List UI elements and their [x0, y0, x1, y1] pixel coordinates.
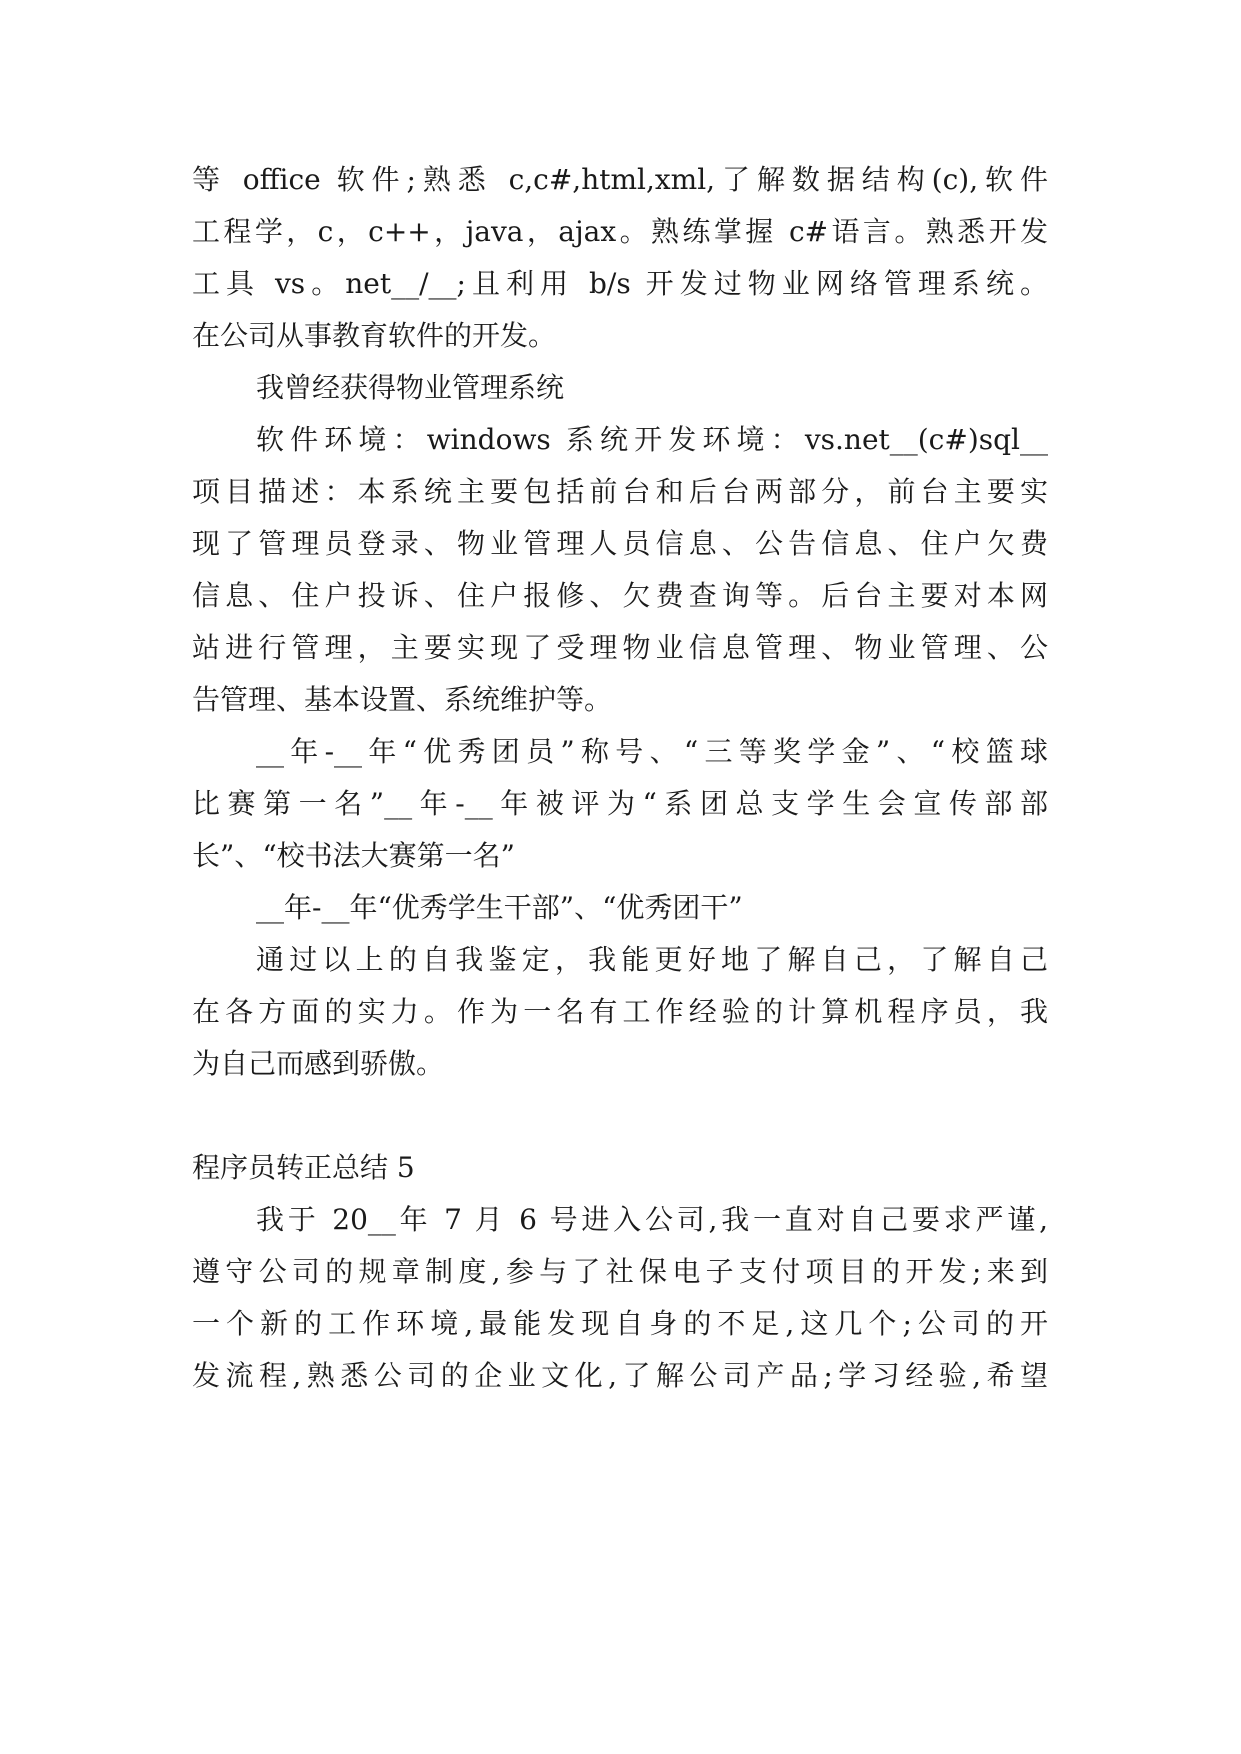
paragraph-5-line-1: __年-__年“优秀学生干部”、“优秀团干” — [256, 891, 743, 924]
paragraph-1-line-2: 工程学，c，c++，java，ajax。熟练掌握 c#语言。熟悉开发 — [192, 215, 1048, 248]
paragraph-1-line-3: 工具 vs。net__/__;且利用 b/s 开发过物业网络管理系统。 — [192, 267, 1048, 300]
paragraph-1-line-4: 在公司从事教育软件的开发。 — [192, 319, 557, 352]
paragraph-4-line-3: 长”、“校书法大赛第一名” — [192, 839, 515, 872]
paragraph-2-line-1: 我曾经获得物业管理系统 — [256, 371, 565, 404]
paragraph-3-line-4: 信息、住户投诉、住户报修、欠费查询等。后台主要对本网 — [192, 579, 1048, 612]
section-paragraph-line-3: 一个新的工作环境,最能发现自身的不足,这几个;公司的开 — [192, 1307, 1048, 1340]
section-title: 程序员转正总结 5 — [192, 1151, 415, 1184]
paragraph-1-line-1: 等 office 软件;熟悉 c,c#,html,xml,了解数据结构(c),软件 — [192, 163, 1048, 196]
paragraph-6-line-3: 为自己而感到骄傲。 — [192, 1047, 445, 1080]
paragraph-3-line-2: 项目描述：本系统主要包括前台和后台两部分，前台主要实 — [192, 475, 1048, 508]
section-paragraph-line-1: 我于 20__年 7 月 6 号进入公司,我一直对自己要求严谨, — [256, 1203, 1048, 1236]
section-paragraph-line-2: 遵守公司的规章制度,参与了社保电子支付项目的开发;来到 — [192, 1255, 1048, 1288]
paragraph-4-line-1: __年-__年“优秀团员”称号、“三等奖学金”、“校篮球 — [256, 735, 1048, 768]
paragraph-6-line-2: 在各方面的实力。作为一名有工作经验的计算机程序员，我 — [192, 995, 1048, 1028]
paragraph-6-line-1: 通过以上的自我鉴定，我能更好地了解自己，了解自己 — [256, 943, 1048, 976]
paragraph-4-line-2: 比赛第一名”__年-__年被评为“系团总支学生会宣传部部 — [192, 787, 1048, 820]
section-paragraph-line-4: 发流程,熟悉公司的企业文化,了解公司产品;学习经验,希望 — [192, 1359, 1048, 1392]
paragraph-3-line-6: 告管理、基本设置、系统维护等。 — [192, 683, 613, 716]
paragraph-3-line-1: 软件环境：windows 系统开发环境：vs.net__(c#)sql__ — [256, 423, 1048, 456]
paragraph-3-line-3: 现了管理员登录、物业管理人员信息、公告信息、住户欠费 — [192, 527, 1048, 560]
paragraph-3-line-5: 站进行管理，主要实现了受理物业信息管理、物业管理、公 — [192, 631, 1048, 664]
